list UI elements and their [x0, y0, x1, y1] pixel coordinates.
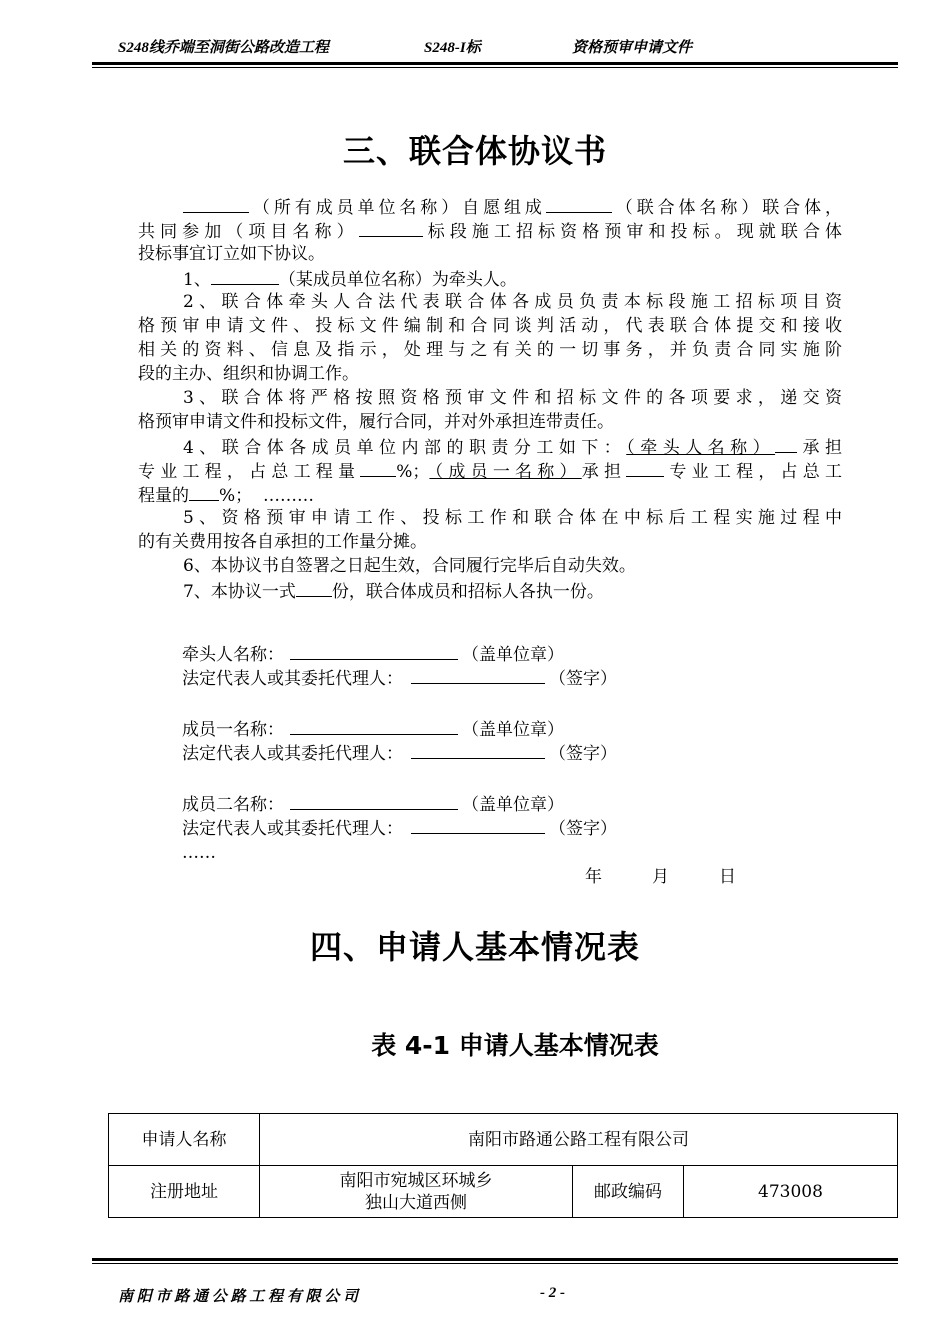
value-postcode: 473008 — [684, 1166, 898, 1218]
sign-note: （签字） — [549, 819, 617, 839]
label: 牵头人名称： — [182, 645, 284, 665]
blank — [626, 458, 664, 477]
blank-project — [359, 218, 423, 237]
para1-line3: 投标事宜订立如下协议。 — [138, 244, 325, 264]
text: 承担 — [581, 462, 627, 482]
text: %； — [396, 462, 430, 482]
text: 共同参加（项目名称） — [138, 222, 359, 242]
date-year: 年 — [585, 867, 602, 887]
para1-line2 — [138, 218, 842, 242]
page-header — [118, 36, 898, 56]
blank-copies — [296, 578, 332, 597]
label-postcode: 邮政编码 — [573, 1166, 684, 1218]
label-applicant-name: 申请人名称 — [109, 1114, 260, 1166]
value-address — [260, 1166, 573, 1218]
seal-note: （盖单位章） — [462, 795, 564, 815]
text: %； — [219, 486, 253, 506]
applicant-info-table — [108, 1113, 898, 1218]
header-doc-type: 资格预审申请文件 — [572, 40, 693, 56]
label: 法定代表人或其委托代理人： — [182, 819, 403, 839]
text: 专业工程，占总工 — [664, 462, 842, 482]
address-line2: 独山大道西侧 — [365, 1192, 467, 1213]
header-section: S248-I标 — [424, 40, 481, 56]
value-applicant-name: 南阳市路通公路工程有限公司 — [260, 1114, 898, 1166]
blank — [775, 434, 797, 453]
sig-member1-rep — [182, 740, 617, 764]
text: （所有成员单位名称）自愿组成 — [249, 198, 546, 218]
blank-line — [411, 740, 545, 759]
text: 1、 — [183, 270, 211, 290]
item1 — [138, 266, 842, 290]
item4-line3 — [138, 482, 842, 506]
address-line1: 南阳市宛城区环城乡 — [339, 1170, 493, 1191]
para1-line1 — [138, 194, 842, 218]
blank-line — [411, 815, 545, 834]
text: 程量的 — [138, 486, 189, 506]
item5-line2: 的有关费用按各自承担的工作量分摊。 — [138, 532, 427, 552]
item5-line1: 5、资格预审申请工作、投标工作和联合体在中标后工程实施过程中 — [183, 508, 842, 528]
sig-lead-name — [182, 641, 564, 665]
item2-line2: 格预审申请文件、投标文件编制和合同谈判活动，代表联合体提交和接收 — [138, 316, 842, 336]
blank-line — [290, 716, 458, 735]
header-rule-thin — [92, 67, 898, 68]
item7 — [138, 578, 842, 602]
label: 法定代表人或其委托代理人： — [182, 669, 403, 689]
sig-member2-name — [182, 791, 564, 815]
seal-note: （盖单位章） — [462, 720, 564, 740]
date-day: 日 — [719, 867, 736, 887]
text: 4、联合体各成员单位内部的职责分工如下： — [183, 438, 627, 458]
blank-line — [411, 665, 545, 684]
blank-members — [183, 194, 249, 213]
label: 成员一名称： — [182, 720, 284, 740]
sign-note: （签字） — [549, 744, 617, 764]
page-footer — [118, 1285, 898, 1305]
underlined-text: （成员一名称） — [429, 462, 582, 482]
blank-percent — [360, 458, 396, 477]
text: （联合体名称）联合体， — [611, 198, 842, 218]
item4-line1 — [138, 434, 842, 458]
header-rule-thick — [92, 62, 898, 65]
label: 法定代表人或其委托代理人： — [182, 744, 403, 764]
label-address: 注册地址 — [109, 1166, 260, 1218]
header-project: S248线乔端至洞街公路改造工程 — [118, 40, 329, 56]
table-title: 表 4-1 申请人基本情况表 — [371, 1031, 659, 1060]
text: 份，联合体成员和招标人各执一份。 — [331, 582, 604, 602]
sig-ellipsis: …… — [182, 843, 216, 863]
sig-member1-name — [182, 716, 564, 740]
sign-note: （签字） — [549, 669, 617, 689]
footer-company: 南 阳 市 路 通 公 路 工 程 有 限 公 司 — [118, 1289, 359, 1305]
date-month: 月 — [652, 867, 669, 887]
blank-percent — [189, 482, 219, 501]
table-row — [109, 1166, 898, 1218]
item2-line4: 段的主办、组织和协调工作。 — [138, 364, 359, 384]
text: 标段施工招标资格预审和投标。现就联合体 — [422, 222, 842, 242]
blank-line — [290, 791, 458, 810]
item3-line2: 格预审申请文件和投标文件，履行合同，并对外承担连带责任。 — [138, 412, 614, 432]
page-number: - 2 - — [540, 1285, 565, 1301]
sig-lead-rep — [182, 665, 617, 689]
text: ……… — [262, 486, 314, 506]
blank-line — [290, 641, 458, 660]
item4-line2 — [138, 458, 842, 482]
item2-line1: 2、联合体牵头人合法代表联合体各成员负责本标段施工招标项目资 — [183, 292, 842, 312]
footer-rule-thin — [92, 1263, 898, 1264]
footer-rule-thick — [92, 1258, 898, 1261]
text: 承担 — [797, 438, 842, 458]
item6: 6、本协议书自签署之日起生效，合同履行完毕后自动失效。 — [183, 556, 636, 576]
sig-member2-rep — [182, 815, 617, 839]
seal-note: （盖单位章） — [462, 645, 564, 665]
text: （某成员单位名称）为牵头人。 — [278, 270, 517, 290]
table-row — [109, 1114, 898, 1166]
label: 成员二名称： — [182, 795, 284, 815]
underlined-text: （牵头人名称） — [626, 438, 776, 458]
item2-line3: 相关的资料、信息及指示，处理与之有关的一切事务，并负责合同实施阶 — [138, 340, 842, 360]
text: 7、本协议一式 — [183, 582, 296, 602]
text: 专业工程，占总工程量 — [138, 462, 361, 482]
blank-lead — [211, 266, 279, 285]
applicant-section-title: 四、申请人基本情况表 — [309, 928, 640, 966]
blank-consortium — [546, 194, 612, 213]
item3-line1: 3、联合体将严格按照资格预审文件和招标文件的各项要求，递交资 — [183, 388, 842, 408]
agreement-title: 三、联合体协议书 — [342, 132, 607, 170]
